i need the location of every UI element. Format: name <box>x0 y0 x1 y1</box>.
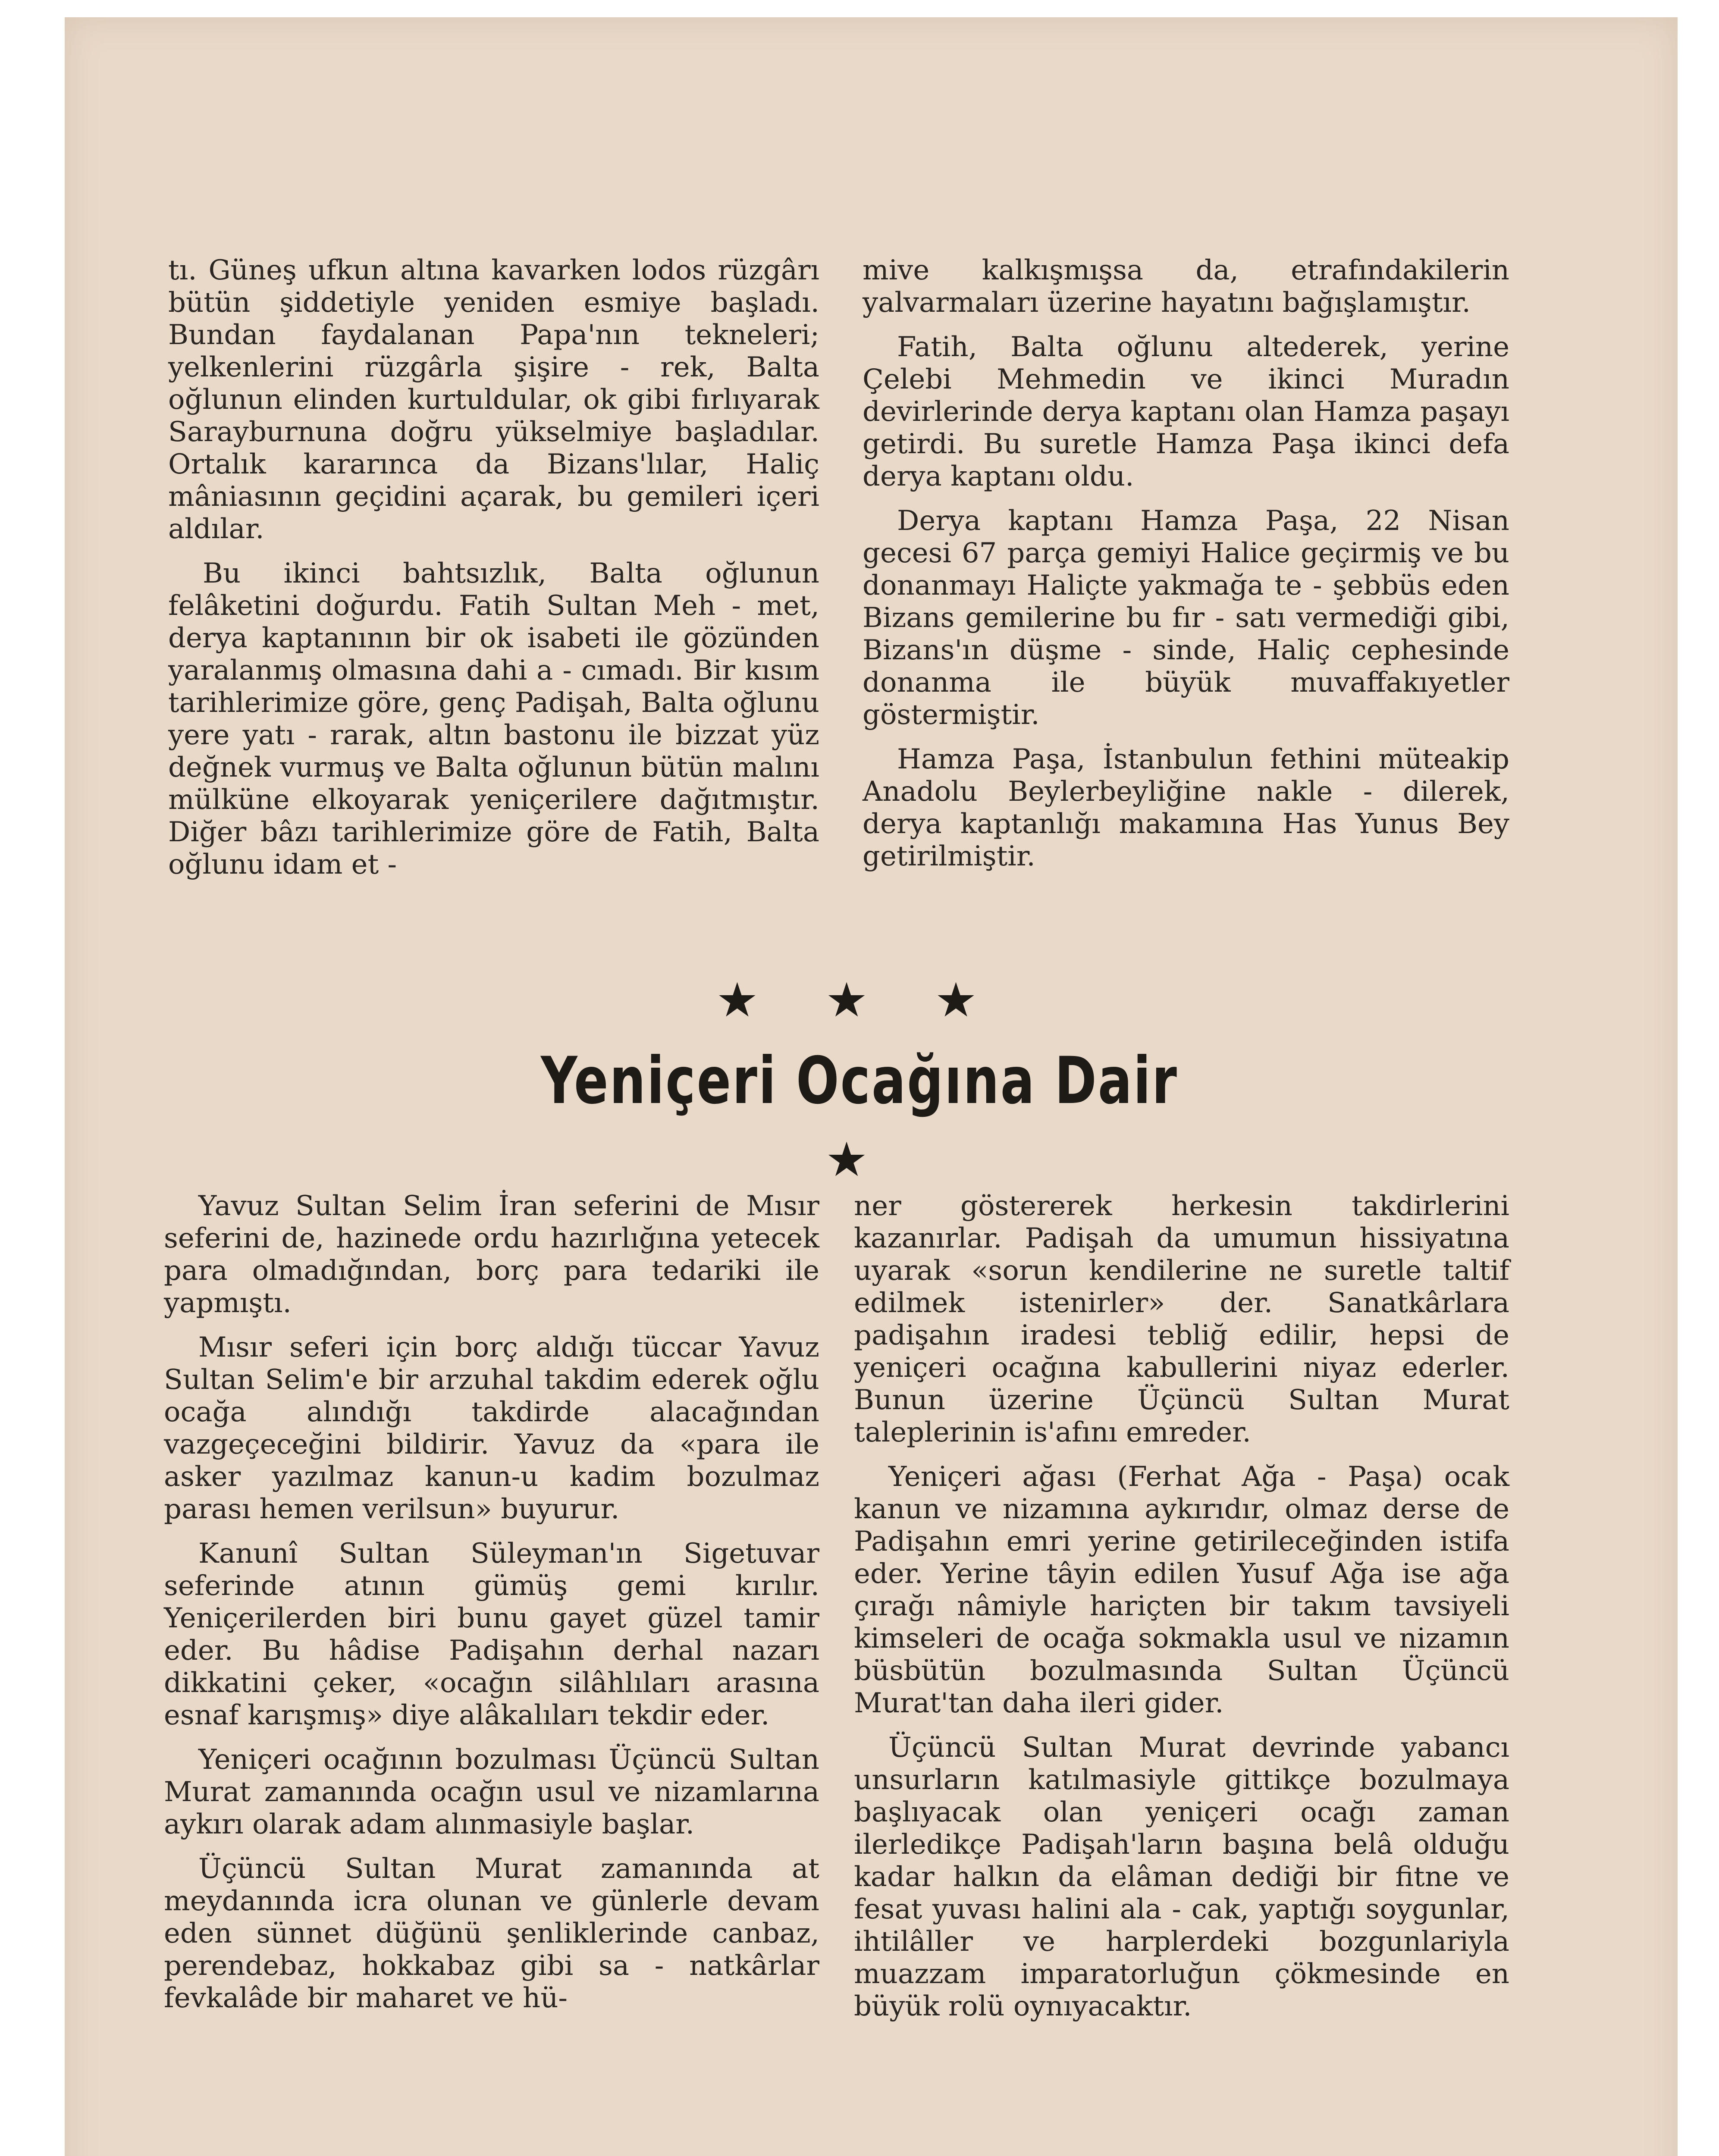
title-star: ★ <box>825 1132 894 1187</box>
paragraph: Bu ikinci bahtsızlık, Balta oğlunun felâketini doğurdu. Fatih Sultan Meh - met, derya kaptanının bir ok isabeti ile gözünden yaralanmış olmasına dahi a - cımadı. Bir kısım tarihlerimize göre, genç Padişah, Balta oğlunu yere yatı - rarak, altın bastonu ile bizzat yüz değnek vurmuş ve Balta oğlunun bütün malını mülküne elkoyarak yeniçerilere dağıtmıştır. Diğer bâzı tarihlerimize göre de Fatih, Balta oğlunu idam et - <box>168 558 819 881</box>
paragraph: mive kalkışmışsa da, etrafındakilerin yalvarmaları üzerine hayatını bağışlamıştır. <box>863 254 1509 319</box>
top-right-column <box>863 254 1509 885</box>
paragraph: Üçüncü Sultan Murat zamanında at meydanında icra olunan ve günlerle devam eden sünnet düğünü şenliklerinde canbaz, perendebaz, hokkabaz gibi sa - natkârlar fevkalâde bir maharet ve hü- <box>164 1853 819 2014</box>
paragraph: ner göstererek herkesin takdirlerini kazanırlar. Padişah da umumun hissiyatına uyarak «sorun kendilerine ne suretle taltif edilmek istenirler» der. Sanatkârlara padişahın iradesi tebliğ edilir, hepsi de yeniçeri ocağına kabullerini niyaz ederler. Bunun üzerine Üçüncü Sultan Murat taleplerinin is'afını emreder. <box>854 1190 1509 1448</box>
separator-stars-top: ★ ★ ★ <box>716 972 1003 1028</box>
paragraph: Yeniçeri ocağının bozulması Üçüncü Sultan Murat zamanında ocağın usul ve nizamlarına aykırı olarak adam alınmasiyle başlar. <box>164 1744 819 1840</box>
article-title: Yeniçeri Ocağına Dair <box>541 1044 1178 1119</box>
paragraph: Yavuz Sultan Selim İran seferini de Mısır seferini de, hazinede ordu hazırlığına yetecek para olmadığından, borç para tedariki ile yapmıştı. <box>164 1190 819 1319</box>
paragraph: Derya kaptanı Hamza Paşa, 22 Nisan gecesi 67 parça gemiyi Halice geçirmiş ve bu donanmayı Haliçte yakmağa te - şebbüs eden Bizans gemilerine bu fır - satı vermediği gibi, Bizans'ın düşme - sinde, Haliç cephesinde donanma ile büyük muvaffakıyetler göstermiştir. <box>863 505 1509 731</box>
paragraph: tı. Güneş ufkun altına kavarken lodos rüzgârı bütün şiddetiyle yeniden esmiye başladı. Bundan faydalanan Papa'nın tekneleri; yelkenlerini rüzgârla şişire - rek, Balta oğlunun elinden kurtuldular, ok gibi fırlıyarak Sarayburnuna doğru yükselmiye başladılar. Ortalık kararınca da Bizans'lılar, Haliç mâniasının geçidini açarak, bu gemileri içeri aldılar. <box>168 254 819 545</box>
paragraph: Üçüncü Sultan Murat devrinde yabancı unsurların katılmasiyle gittikçe bozulmaya başlıyacak olan yeniçeri ocağı zaman ilerledikçe Padişah'ların başına belâ olduğu kadar halkın da elâman dediği bir fitne ve fesat yuvası halini ala - cak, yaptığı soygunlar, ihtilâller ve harplerdeki bozgunlariyla muazzam imparatorluğun çökmesinde en büyük rolü oynıyacaktır. <box>854 1732 1509 2022</box>
article-left-column <box>164 1190 819 2027</box>
top-left-column <box>168 254 819 893</box>
paragraph: Hamza Paşa, İstanbulun fethini müteakip Anadolu Beylerbeyliğine nakle - dilerek, derya kaptanlığı makamına Has Yunus Bey getirilmiştir. <box>863 743 1509 872</box>
article-right-column <box>854 1190 1509 2035</box>
paragraph: Kanunî Sultan Süleyman'ın Sigetuvar seferinde atının gümüş gemi kırılır. Yeniçerilerden biri bunu gayet güzel tamir eder. Bu hâdise Padişahın derhal nazarı dikkatini çeker, «ocağın silâhlıları arasına esnaf karışmış» diye alâkalıları tekdir eder. <box>164 1538 819 1731</box>
paragraph: Fatih, Balta oğlunu altederek, yerine Çelebi Mehmedin ve ikinci Muradın devirlerinde derya kaptanı olan Hamza paşayı getirdi. Bu suretle Hamza Paşa ikinci defa derya kaptanı oldu. <box>863 331 1509 492</box>
paragraph: Yeniçeri ağası (Ferhat Ağa - Paşa) ocak kanun ve nizamına aykırıdır, olmaz derse de Padişahın emri yerine getirileceğinden istifa eder. Yerine tâyin edilen Yusuf Ağa ise ağa çırağı nâmiyle hariçten bir takım tavsiyeli kimseleri de ocağa sokmakla usul ve nizamın büsbütün bozulmasında Sultan Üçüncü Murat'tan daha ileri gider. <box>854 1461 1509 1719</box>
paragraph: Mısır seferi için borç aldığı tüccar Yavuz Sultan Selim'e bir arzuhal takdim ederek oğlu ocağa alındığı takdirde alacağından vazgeçeceğini bildirir. Yavuz da «para ile asker yazılmaz kanun-u kadim bozulmaz parası hemen verilsun» buyurur. <box>164 1332 819 1525</box>
